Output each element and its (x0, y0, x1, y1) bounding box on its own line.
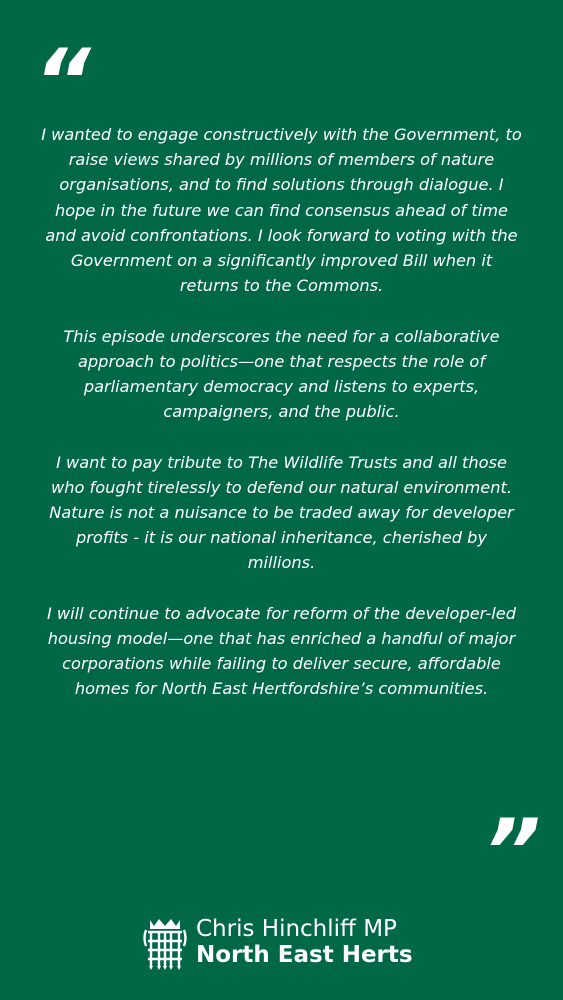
opening-quote-mark: “ (34, 30, 87, 133)
footer-branding (142, 914, 442, 974)
quote-paragraph-2: This episode underscores the need for a collaborative approach to politics—one that respects the role of parliamentary democracy and listens to experts, campaigners, and the public. (63, 326, 500, 422)
footer-text (196, 916, 413, 968)
portcullis-icon (142, 916, 188, 970)
quote-body (40, 122, 523, 702)
mp-name: Chris Hinchliff MP (196, 916, 397, 942)
quote-paragraph-3: I want to pay tribute to The Wildlife Trusts and all those who fought tirelessly to defend our natural environment. Nature is not a nuisance to be traded away for developer profits - it is our national inheritance, cherished by millions. (49, 452, 514, 573)
quote-paragraph-4: I will continue to advocate for reform of the developer-led housing model—one that has enriched a handful of major corporations while failing to deliver secure, affordable homes for North East Hertfordshire’s communities. (46, 603, 517, 699)
quote-paragraph-1: I wanted to engage constructively with the Government, to raise views shared by millions of members of nature organisations, and to find solutions through dialogue. I hope in the future we can find consensus ahead of time and avoid confrontations. I look forward to voting with the Government on a significantly improved Bill when it returns to the Commons. (41, 125, 522, 296)
constituency-name: North East Herts (196, 942, 413, 968)
closing-quote-mark: ” (484, 800, 537, 903)
